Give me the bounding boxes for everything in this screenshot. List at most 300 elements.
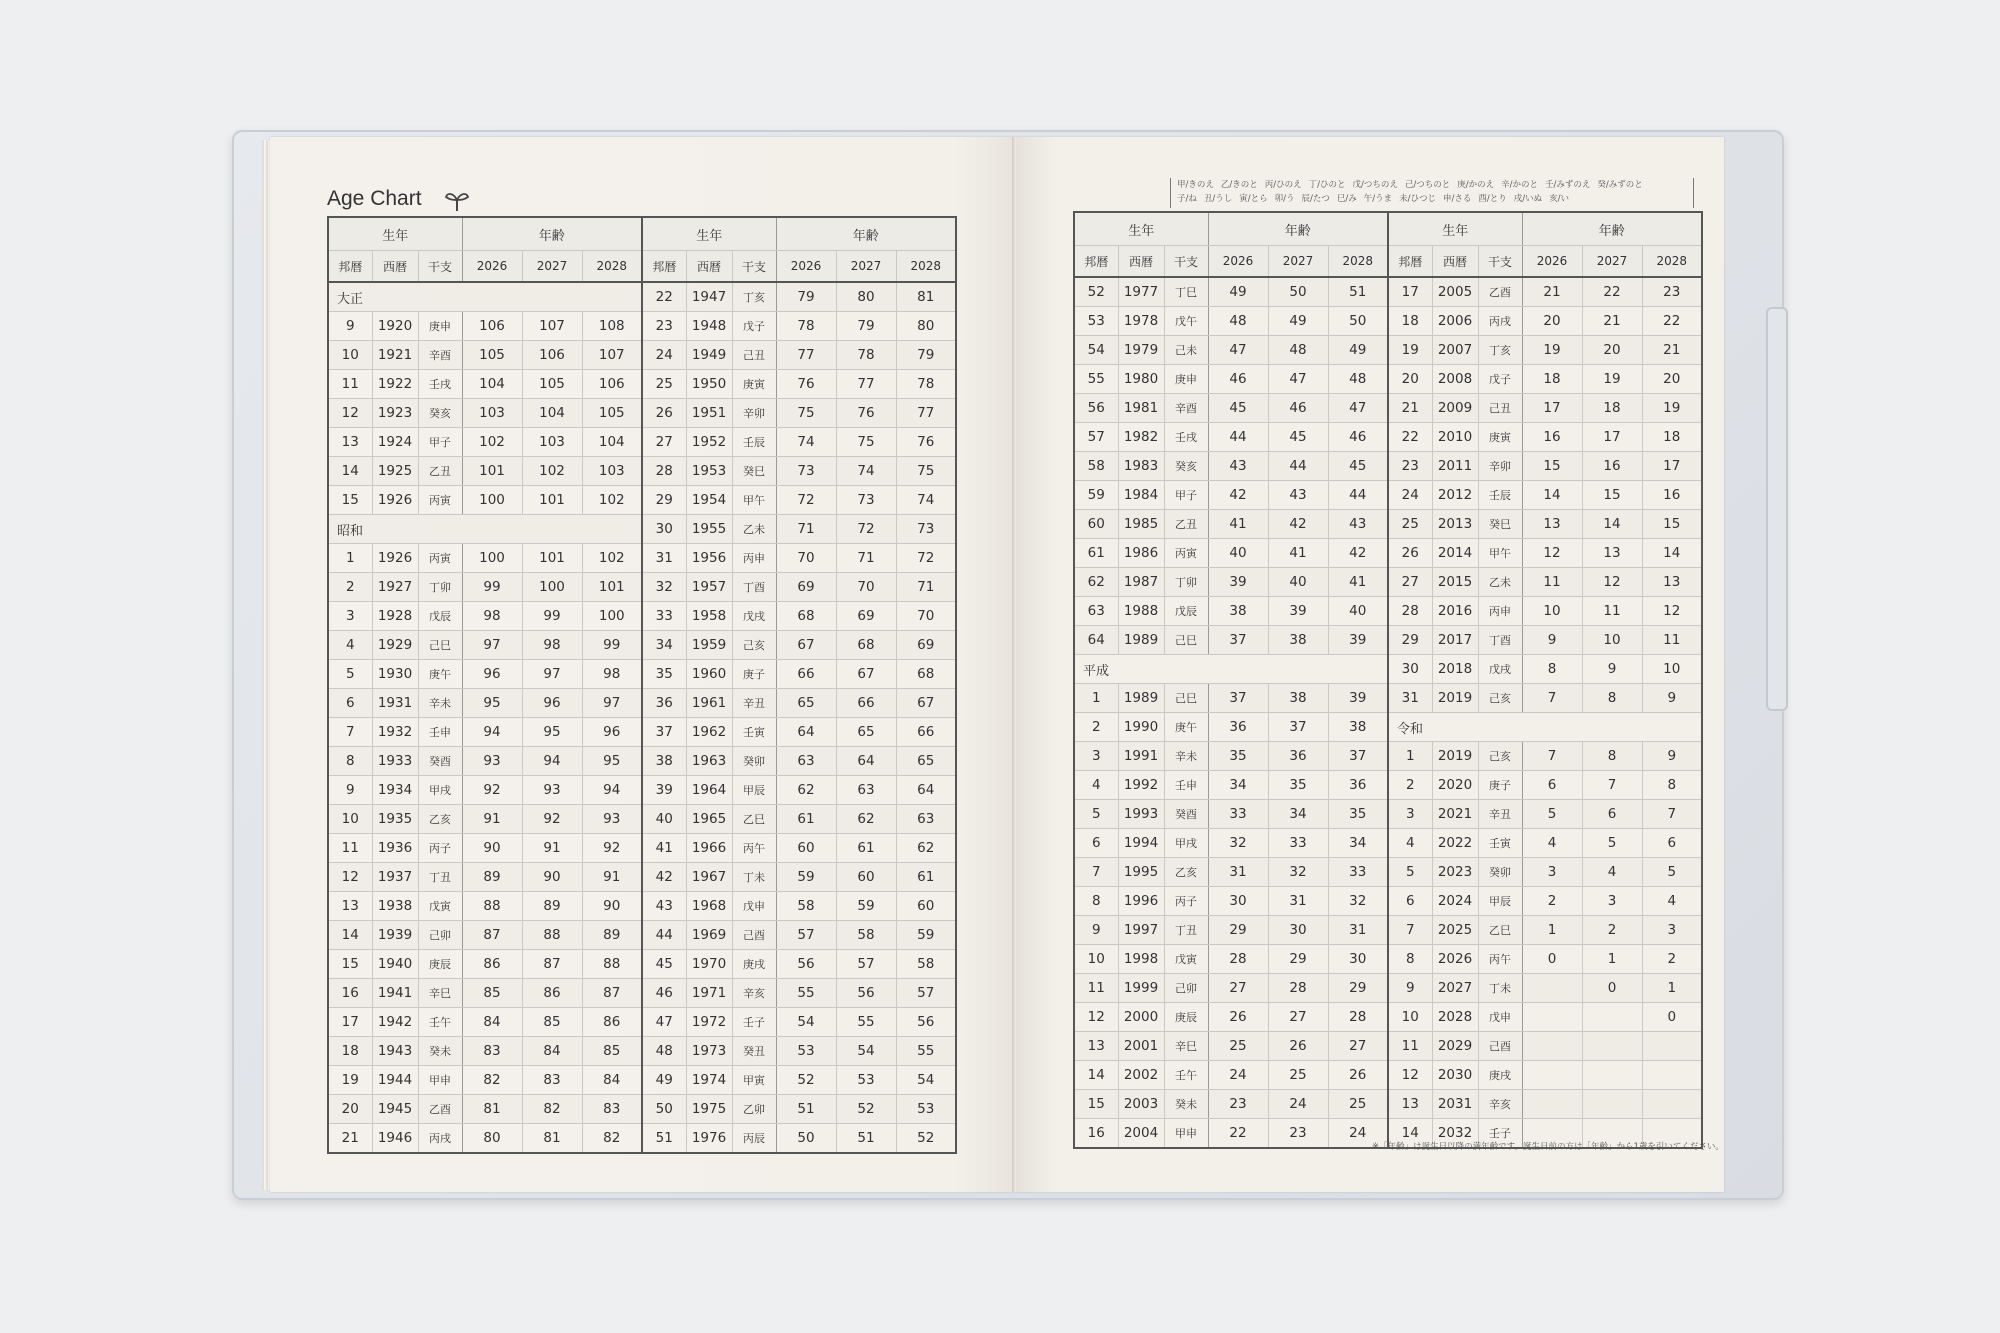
- kanshi: 丙寅: [418, 486, 462, 515]
- kanshi: 癸酉: [418, 747, 462, 776]
- age-2027: 29: [1268, 945, 1328, 974]
- era-year: 12: [1388, 1061, 1432, 1090]
- age-2028: 60: [896, 892, 956, 921]
- era-year: 9: [1074, 916, 1118, 945]
- western-year: 1976: [686, 1124, 732, 1154]
- kanshi: 甲辰: [732, 776, 776, 805]
- age-2028: 0: [1642, 1003, 1702, 1032]
- table-row: [1074, 684, 1702, 713]
- age-2027: 85: [522, 1008, 582, 1037]
- age-2028: 53: [896, 1095, 956, 1124]
- legend-entry: 子/ね: [1177, 194, 1197, 204]
- kanshi: 乙丑: [418, 457, 462, 486]
- age-2028: 25: [1328, 1090, 1388, 1119]
- age-2026: 9: [1522, 626, 1582, 655]
- era-year: 24: [642, 341, 686, 370]
- kanshi: 辛酉: [1164, 394, 1208, 423]
- age-2027: 34: [1268, 800, 1328, 829]
- age-2026: 63: [776, 747, 836, 776]
- header-kanshi: 干支: [418, 251, 462, 283]
- western-year: 1966: [686, 834, 732, 863]
- age-2026: 48: [1208, 307, 1268, 336]
- western-year: 1963: [686, 747, 732, 776]
- era-year: 43: [642, 892, 686, 921]
- age-2027: 95: [522, 718, 582, 747]
- age-2027: 7: [1582, 771, 1642, 800]
- kanshi: 癸未: [1164, 1090, 1208, 1119]
- western-year: 1969: [686, 921, 732, 950]
- age-2028: 93: [582, 805, 642, 834]
- western-year: 2017: [1432, 626, 1478, 655]
- age-2027: 41: [1268, 539, 1328, 568]
- era-year: 51: [642, 1124, 686, 1154]
- kanshi: 壬寅: [732, 718, 776, 747]
- era-year: 46: [642, 979, 686, 1008]
- kanshi: 甲戌: [1164, 829, 1208, 858]
- legend-entry: 甲/きのえ: [1177, 180, 1214, 190]
- age-2027: 106: [522, 341, 582, 370]
- kanshi: 甲申: [418, 1066, 462, 1095]
- age-2028: 14: [1642, 539, 1702, 568]
- era-year: 3: [328, 602, 372, 631]
- table-row: [328, 573, 956, 602]
- age-2028: 5: [1642, 858, 1702, 887]
- age-2028: 99: [582, 631, 642, 660]
- age-2028: 40: [1328, 597, 1388, 626]
- kanshi: 庚辰: [1164, 1003, 1208, 1032]
- age-2028: 41: [1328, 568, 1388, 597]
- age-2027: 90: [522, 863, 582, 892]
- age-2027: 11: [1582, 597, 1642, 626]
- age-2027: 44: [1268, 452, 1328, 481]
- era-year: 2: [328, 573, 372, 602]
- age-2027: 26: [1268, 1032, 1328, 1061]
- age-2028: 19: [1642, 394, 1702, 423]
- age-2027: 61: [836, 834, 896, 863]
- age-2027: 64: [836, 747, 896, 776]
- western-year: 1954: [686, 486, 732, 515]
- age-2028: 89: [582, 921, 642, 950]
- western-year: 1971: [686, 979, 732, 1008]
- age-2027: 50: [1268, 277, 1328, 307]
- age-2027: 89: [522, 892, 582, 921]
- western-year: 2006: [1432, 307, 1478, 336]
- kanshi: 辛亥: [732, 979, 776, 1008]
- header-year: 2026: [776, 251, 836, 283]
- header-birth-year: 生年: [642, 217, 776, 251]
- age-2026: 10: [1522, 597, 1582, 626]
- age-2027: 32: [1268, 858, 1328, 887]
- era-year: 6: [1388, 887, 1432, 916]
- age-2027: 36: [1268, 742, 1328, 771]
- header-western: 西暦: [686, 251, 732, 283]
- era-year: 25: [1388, 510, 1432, 539]
- age-2027: 4: [1582, 858, 1642, 887]
- western-year: 2019: [1432, 684, 1478, 713]
- western-year: 1943: [372, 1037, 418, 1066]
- era-year: 5: [328, 660, 372, 689]
- kanshi: 癸卯: [1478, 858, 1522, 887]
- western-year: 1942: [372, 1008, 418, 1037]
- age-2026: 57: [776, 921, 836, 950]
- age-2028: 108: [582, 312, 642, 341]
- kanshi: 丁丑: [418, 863, 462, 892]
- age-2027: 22: [1582, 277, 1642, 307]
- kanshi: 辛巳: [418, 979, 462, 1008]
- age-2026: 32: [1208, 829, 1268, 858]
- age-2028: 34: [1328, 829, 1388, 858]
- table-row: [328, 1037, 956, 1066]
- era-year: 28: [1388, 597, 1432, 626]
- age-2028: 73: [896, 515, 956, 544]
- era-year: 57: [1074, 423, 1118, 452]
- kanshi: 乙未: [732, 515, 776, 544]
- table-row: [1074, 277, 1702, 307]
- era-year: 27: [1388, 568, 1432, 597]
- age-2028: 29: [1328, 974, 1388, 1003]
- table-row: [328, 312, 956, 341]
- western-year: 1989: [1118, 626, 1164, 655]
- age-2028: 47: [1328, 394, 1388, 423]
- era-year: 8: [1388, 945, 1432, 974]
- age-2028: 97: [582, 689, 642, 718]
- western-year: 2013: [1432, 510, 1478, 539]
- era-year: 5: [1074, 800, 1118, 829]
- age-2028: 16: [1642, 481, 1702, 510]
- age-2028: 7: [1642, 800, 1702, 829]
- table-row: [328, 950, 956, 979]
- western-year: 2000: [1118, 1003, 1164, 1032]
- kanshi: 己丑: [732, 341, 776, 370]
- western-year: 1977: [1118, 277, 1164, 307]
- age-2028: 100: [582, 602, 642, 631]
- age-2027: 3: [1582, 887, 1642, 916]
- age-2028: 49: [1328, 336, 1388, 365]
- era-label: 大正: [328, 282, 642, 312]
- kanshi: 辛巳: [1164, 1032, 1208, 1061]
- western-year: 2022: [1432, 829, 1478, 858]
- age-2027: 83: [522, 1066, 582, 1095]
- era-year: 7: [1388, 916, 1432, 945]
- age-2027: 33: [1268, 829, 1328, 858]
- western-year: 1964: [686, 776, 732, 805]
- age-2026: 2: [1522, 887, 1582, 916]
- era-year: 8: [1074, 887, 1118, 916]
- table-row: [1074, 510, 1702, 539]
- header-japanese-era: 邦暦: [328, 251, 372, 283]
- western-year: 1967: [686, 863, 732, 892]
- age-2027: 99: [522, 602, 582, 631]
- legend-entry: 酉/とり: [1478, 194, 1507, 204]
- western-year: 1978: [1118, 307, 1164, 336]
- western-year: 2011: [1432, 452, 1478, 481]
- age-2026: 44: [1208, 423, 1268, 452]
- western-year: 2003: [1118, 1090, 1164, 1119]
- age-2027: 51: [836, 1124, 896, 1154]
- kanshi: 丙申: [732, 544, 776, 573]
- age-2027: 80: [836, 282, 896, 312]
- kanshi: 丙午: [732, 834, 776, 863]
- kanshi: 庚戌: [732, 950, 776, 979]
- era-year: 45: [642, 950, 686, 979]
- header-year: 2027: [1582, 246, 1642, 278]
- era-year: 59: [1074, 481, 1118, 510]
- kanshi: 乙丑: [1164, 510, 1208, 539]
- kanshi: 丙寅: [1164, 539, 1208, 568]
- kanshi: 戊戌: [1478, 655, 1522, 684]
- table-row: [328, 399, 956, 428]
- western-year: 1965: [686, 805, 732, 834]
- western-year: 1935: [372, 805, 418, 834]
- kanshi: 丁酉: [1478, 626, 1522, 655]
- header-age: 年齢: [776, 217, 956, 251]
- kanshi: 己丑: [1478, 394, 1522, 423]
- age-2028: 12: [1642, 597, 1702, 626]
- kanshi: 戊申: [732, 892, 776, 921]
- era-year: 50: [642, 1095, 686, 1124]
- age-2026: 14: [1522, 481, 1582, 510]
- western-year: 1996: [1118, 887, 1164, 916]
- western-year: 1991: [1118, 742, 1164, 771]
- table-row: [328, 341, 956, 370]
- table-row: [1074, 829, 1702, 858]
- age-2026: 92: [462, 776, 522, 805]
- era-year: 29: [1388, 626, 1432, 655]
- era-year: 12: [328, 399, 372, 428]
- age-2026: 34: [1208, 771, 1268, 800]
- age-2028: 26: [1328, 1061, 1388, 1090]
- age-2028: 42: [1328, 539, 1388, 568]
- age-2028: 15: [1642, 510, 1702, 539]
- age-2028: 6: [1642, 829, 1702, 858]
- header-age: 年齢: [1522, 212, 1702, 246]
- age-2026: 11: [1522, 568, 1582, 597]
- western-year: 1952: [686, 428, 732, 457]
- age-2028: 94: [582, 776, 642, 805]
- kanshi: 庚申: [1164, 365, 1208, 394]
- table-row: [328, 1095, 956, 1124]
- age-2027: 15: [1582, 481, 1642, 510]
- western-year: 1927: [372, 573, 418, 602]
- age-2028: 13: [1642, 568, 1702, 597]
- age-2026: 47: [1208, 336, 1268, 365]
- age-2026: 82: [462, 1066, 522, 1095]
- age-2026: 97: [462, 631, 522, 660]
- header-year: 2028: [582, 251, 642, 283]
- age-2026: 90: [462, 834, 522, 863]
- kanshi: 戊子: [732, 312, 776, 341]
- age-2028: 43: [1328, 510, 1388, 539]
- age-2026: 40: [1208, 539, 1268, 568]
- kanshi: 丁酉: [732, 573, 776, 602]
- age-2027: 68: [836, 631, 896, 660]
- western-year: 1939: [372, 921, 418, 950]
- age-2028: 107: [582, 341, 642, 370]
- age-2028: 8: [1642, 771, 1702, 800]
- table-row: [328, 544, 956, 573]
- age-2028: 85: [582, 1037, 642, 1066]
- age-2028: 81: [896, 282, 956, 312]
- kanshi: 丙辰: [732, 1124, 776, 1154]
- age-2026: 7: [1522, 684, 1582, 713]
- table-row: [328, 689, 956, 718]
- age-2026: 102: [462, 428, 522, 457]
- age-2027: 94: [522, 747, 582, 776]
- age-2026: [1522, 974, 1582, 1003]
- table-row: [1074, 336, 1702, 365]
- era-year: 11: [1074, 974, 1118, 1003]
- age-2026: 100: [462, 544, 522, 573]
- age-2026: 67: [776, 631, 836, 660]
- table-row: [328, 718, 956, 747]
- age-2026: [1522, 1061, 1582, 1090]
- era-year: 1: [328, 544, 372, 573]
- western-year: 2010: [1432, 423, 1478, 452]
- age-2027: 8: [1582, 742, 1642, 771]
- table-row: [328, 486, 956, 515]
- western-year: 2032: [1432, 1119, 1478, 1149]
- kanshi: 乙未: [1478, 568, 1522, 597]
- era-year: 35: [642, 660, 686, 689]
- age-2027: 59: [836, 892, 896, 921]
- western-year: 1947: [686, 282, 732, 312]
- age-2028: 39: [1328, 684, 1388, 713]
- header-year: 2026: [462, 251, 522, 283]
- kanshi: 己卯: [1164, 974, 1208, 1003]
- legend-entry: 戊/つちのえ: [1352, 180, 1398, 190]
- age-2027: 96: [522, 689, 582, 718]
- era-year: 48: [642, 1037, 686, 1066]
- era-year: 36: [642, 689, 686, 718]
- kanshi: 戊寅: [418, 892, 462, 921]
- kanshi: 戊午: [1164, 307, 1208, 336]
- age-2026: 1: [1522, 916, 1582, 945]
- page-title: Age Chart: [327, 187, 422, 210]
- western-year: 1982: [1118, 423, 1164, 452]
- header-japanese-era: 邦暦: [1074, 246, 1118, 278]
- age-2026: 60: [776, 834, 836, 863]
- age-2027: 102: [522, 457, 582, 486]
- kanshi: 丙戌: [418, 1124, 462, 1154]
- age-2028: 82: [582, 1124, 642, 1154]
- western-year: 1934: [372, 776, 418, 805]
- age-2028: 102: [582, 544, 642, 573]
- header-year: 2028: [896, 251, 956, 283]
- age-2026: 25: [1208, 1032, 1268, 1061]
- western-year: 2020: [1432, 771, 1478, 800]
- age-2028: 66: [896, 718, 956, 747]
- kanshi: 己酉: [732, 921, 776, 950]
- age-2028: 90: [582, 892, 642, 921]
- age-2026: 93: [462, 747, 522, 776]
- era-year: 56: [1074, 394, 1118, 423]
- western-year: 1979: [1118, 336, 1164, 365]
- age-2027: 8: [1582, 684, 1642, 713]
- age-2027: 84: [522, 1037, 582, 1066]
- kanshi: 辛丑: [732, 689, 776, 718]
- age-2028: 37: [1328, 742, 1388, 771]
- age-2026: 7: [1522, 742, 1582, 771]
- western-year: 1980: [1118, 365, 1164, 394]
- western-year: 2004: [1118, 1119, 1164, 1149]
- age-2027: 2: [1582, 916, 1642, 945]
- kanshi: 丙子: [1164, 887, 1208, 916]
- age-2027: 17: [1582, 423, 1642, 452]
- header-western: 西暦: [372, 251, 418, 283]
- western-year: 1949: [686, 341, 732, 370]
- age-2027: 63: [836, 776, 896, 805]
- age-2027: [1582, 1003, 1642, 1032]
- age-2026: 73: [776, 457, 836, 486]
- kanshi: 庚午: [418, 660, 462, 689]
- header-birth-year: 生年: [328, 217, 462, 251]
- table-row: [1074, 916, 1702, 945]
- age-2027: 79: [836, 312, 896, 341]
- kanshi: 戊子: [1478, 365, 1522, 394]
- era-year: 47: [642, 1008, 686, 1037]
- age-2027: 77: [836, 370, 896, 399]
- kanshi: 乙酉: [1478, 277, 1522, 307]
- age-2026: 24: [1208, 1061, 1268, 1090]
- era-label: 令和: [1388, 713, 1702, 742]
- era-year: 63: [1074, 597, 1118, 626]
- age-2028: 96: [582, 718, 642, 747]
- age-2028: 105: [582, 399, 642, 428]
- age-2028: 98: [582, 660, 642, 689]
- western-year: 2027: [1432, 974, 1478, 1003]
- western-year: 1998: [1118, 945, 1164, 974]
- age-2027: [1582, 1090, 1642, 1119]
- western-year: 1926: [372, 544, 418, 573]
- age-2028: 38: [1328, 713, 1388, 742]
- age-2026: 65: [776, 689, 836, 718]
- kanshi: 丙申: [1478, 597, 1522, 626]
- kanshi: 丁巳: [1164, 277, 1208, 307]
- age-2027: 65: [836, 718, 896, 747]
- age-2027: 39: [1268, 597, 1328, 626]
- age-2026: 41: [1208, 510, 1268, 539]
- age-2026: 96: [462, 660, 522, 689]
- era-year: 44: [642, 921, 686, 950]
- age-2028: 50: [1328, 307, 1388, 336]
- era-year: 62: [1074, 568, 1118, 597]
- age-2027: 47: [1268, 365, 1328, 394]
- age-2028: 63: [896, 805, 956, 834]
- western-year: 2016: [1432, 597, 1478, 626]
- era-year: 2: [1074, 713, 1118, 742]
- age-2028: 23: [1642, 277, 1702, 307]
- western-year: 1970: [686, 950, 732, 979]
- western-year: 1923: [372, 399, 418, 428]
- kanshi: 丁亥: [732, 282, 776, 312]
- age-2026: 69: [776, 573, 836, 602]
- western-year: 1973: [686, 1037, 732, 1066]
- table-row: [328, 631, 956, 660]
- age-2026: 66: [776, 660, 836, 689]
- era-year: 20: [328, 1095, 372, 1124]
- kanshi: 辛未: [418, 689, 462, 718]
- age-2028: 75: [896, 457, 956, 486]
- era-year: 11: [328, 370, 372, 399]
- era-year: 28: [642, 457, 686, 486]
- legend-entry: 乙/きのと: [1220, 180, 1258, 190]
- kanshi: 己巳: [1164, 684, 1208, 713]
- era-year: 49: [642, 1066, 686, 1095]
- age-2026: 83: [462, 1037, 522, 1066]
- era-year: 21: [1388, 394, 1432, 423]
- header-year: 2027: [1268, 246, 1328, 278]
- age-2027: 75: [836, 428, 896, 457]
